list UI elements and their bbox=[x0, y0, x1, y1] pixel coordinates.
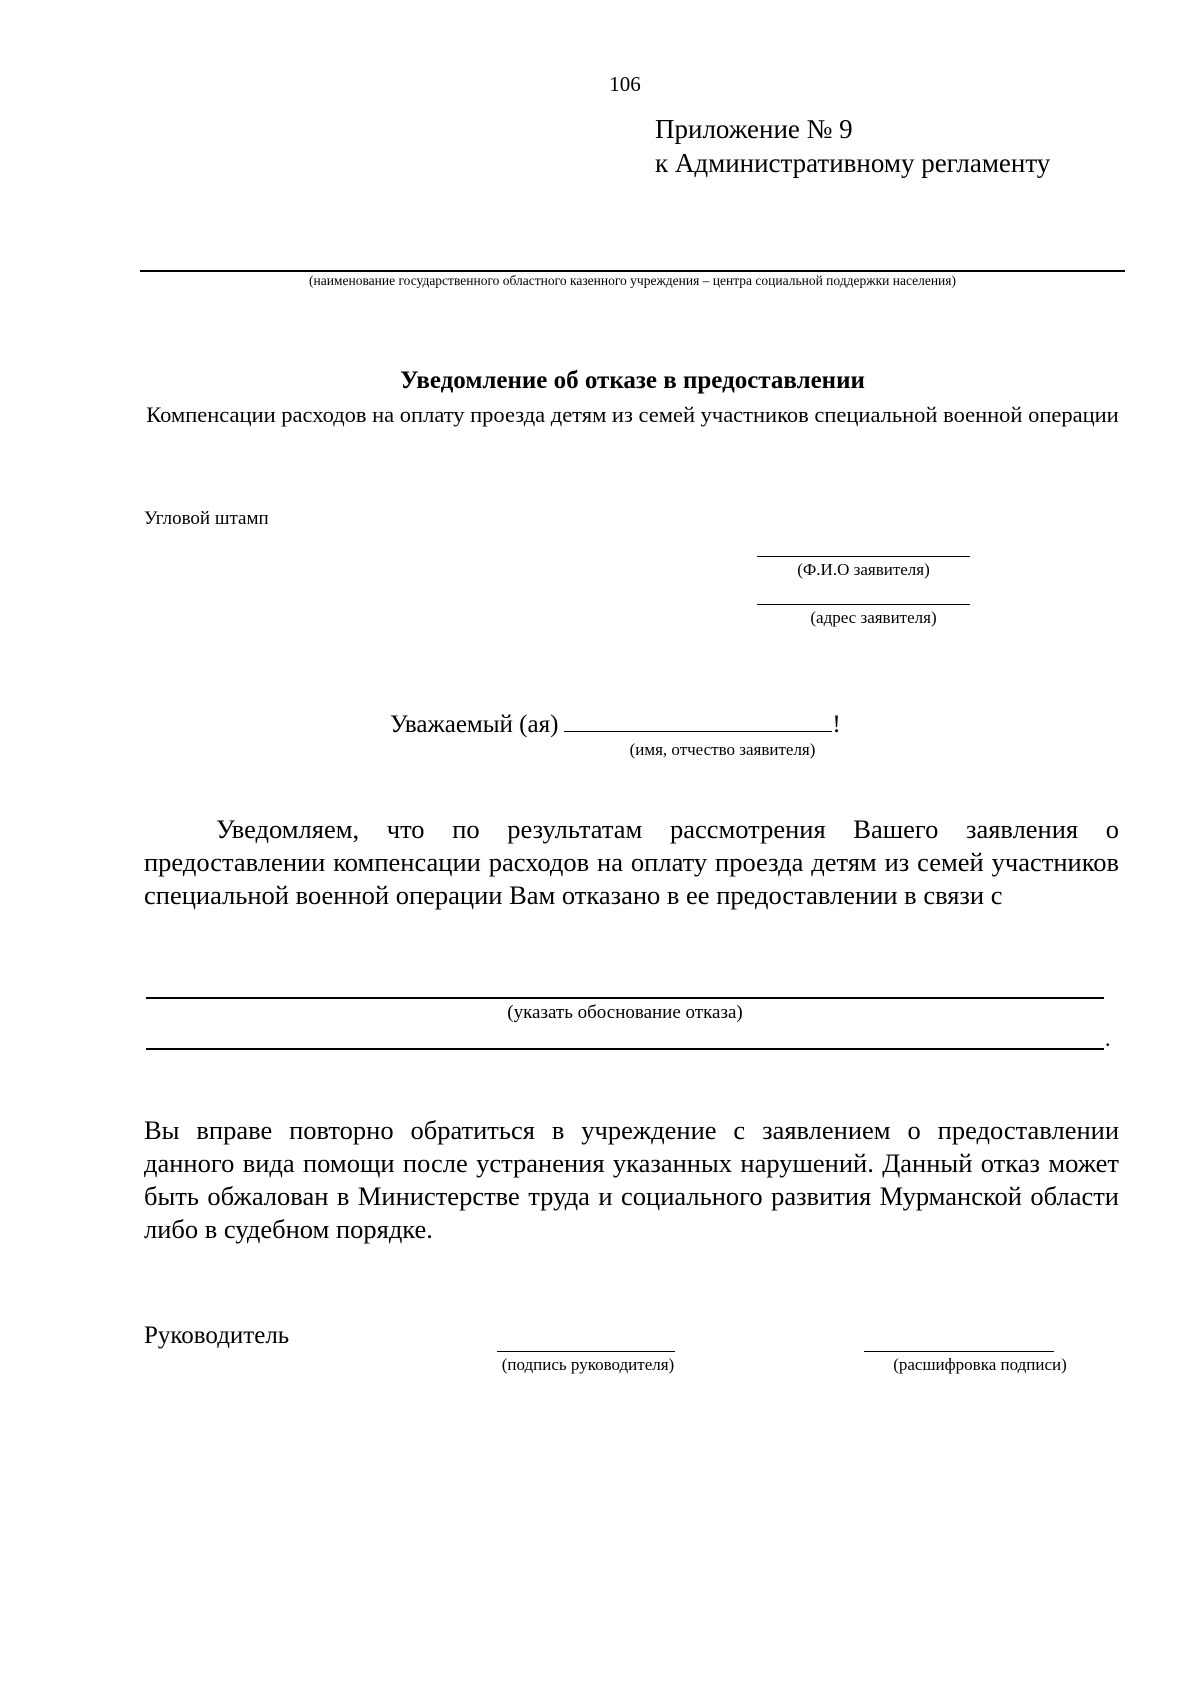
document-subtitle: Компенсации расходов на оплату проезда детям из семей участников специальной военной операции bbox=[146, 402, 1119, 427]
appendix-number: Приложение № 9 bbox=[655, 114, 853, 144]
signature-caption: (подпись руководителя) bbox=[501, 1355, 675, 1374]
signature-decode-caption: (расшифровка подписи) bbox=[893, 1355, 1067, 1374]
signature-role: Руководитель bbox=[144, 1322, 290, 1349]
appendix-header bbox=[655, 112, 1050, 180]
greeting-caption: (имя, отчество заявителя) bbox=[629, 740, 816, 759]
appeal-paragraph: Вы вправе повторно обратиться в учреждение с заявлением о предоставлении данного вида помощи после устранения указанных нарушений. Данный отказ может быть обжалован в Министерстве труда и социального развития Мурманской области либо в судебном порядке. bbox=[144, 1115, 1119, 1244]
signature-line bbox=[497, 1351, 675, 1352]
document-title: Уведомление об отказе в предоставлении bbox=[400, 367, 865, 394]
refusal-paragraph: Уведомляем, что по результатам рассмотрения Вашего заявления о предоставлении компенсации расходов на оплату проезда детям из семей участников специальной военной операции Вам отказано в ее предоставлении в связи с bbox=[144, 814, 1119, 910]
org-name-caption: (наименование государственного областного казенного учреждения – центра социальной поддержки населения) bbox=[309, 273, 956, 288]
greeting-text: Уважаемый (ая) bbox=[390, 711, 559, 738]
reason-line-2 bbox=[146, 1048, 1104, 1050]
applicant-fio-caption: (Ф.И.О заявителя) bbox=[797, 560, 930, 579]
org-name-line bbox=[140, 270, 1125, 272]
corner-stamp-label: Угловой штамп bbox=[144, 508, 269, 529]
page-number: 106 bbox=[609, 72, 641, 96]
applicant-address-caption: (адрес заявителя) bbox=[810, 608, 937, 627]
applicant-address-line bbox=[757, 604, 970, 605]
reason-caption: (указать обоснование отказа) bbox=[507, 1002, 743, 1023]
applicant-fio-line bbox=[757, 556, 970, 557]
reason-end: . bbox=[1105, 1026, 1111, 1051]
greeting bbox=[390, 707, 841, 739]
greeting-name-blank bbox=[564, 707, 832, 732]
greeting-end: ! bbox=[832, 711, 841, 738]
signature-decode-line bbox=[864, 1351, 1054, 1352]
reason-line-1 bbox=[146, 997, 1104, 999]
appendix-reference: к Административному регламенту bbox=[655, 148, 1051, 178]
